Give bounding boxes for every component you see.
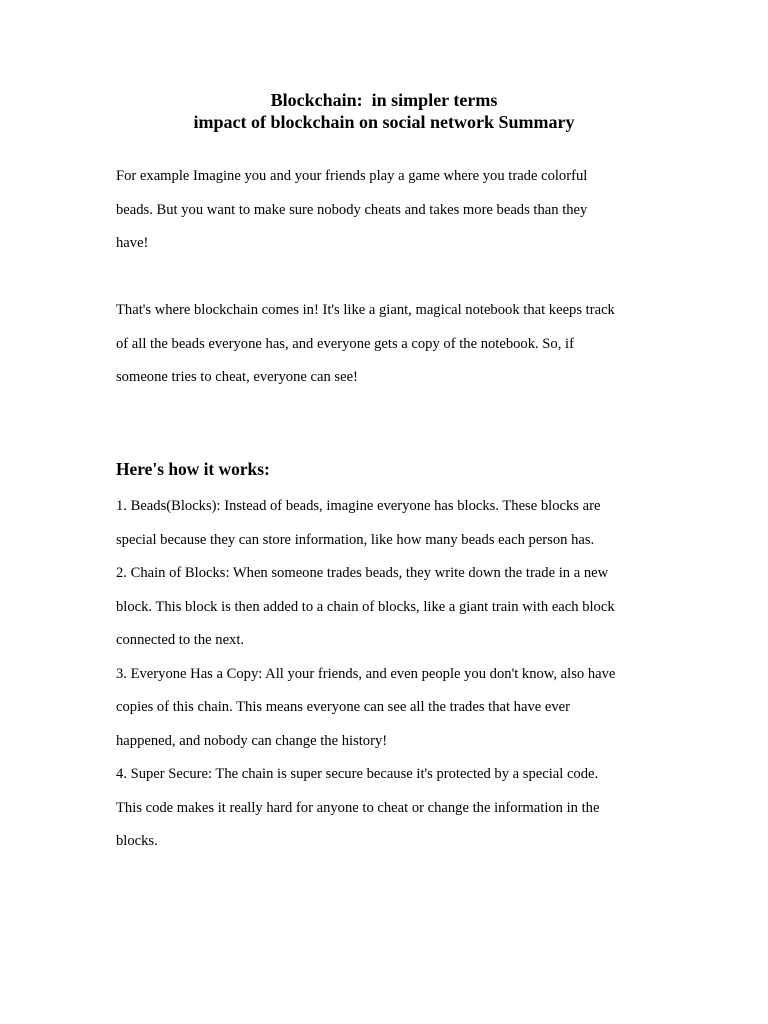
list-line: This code makes it really hard for anyone to cheat or change the information in the xyxy=(116,799,600,816)
paragraph-intro xyxy=(116,160,656,261)
list-line: copies of this chain. This means everyone can see all the trades that have ever xyxy=(116,699,570,715)
document-title xyxy=(0,89,768,133)
paragraph-line: For example Imagine you and your friends play a game where you trade colorful xyxy=(116,168,588,184)
paragraph-line: of all the beads everyone has, and everyone gets a copy of the notebook. So, if xyxy=(116,335,574,352)
paragraph-line: have! xyxy=(116,235,149,251)
paragraph-line: That's where blockchain comes in! It's like a giant, magical notebook that keeps track xyxy=(116,302,615,318)
paragraph-line: someone tries to cheat, everyone can see! xyxy=(116,369,358,385)
section-heading: Here's how it works: xyxy=(116,459,270,479)
title-line-1: Blockchain: in simpler terms xyxy=(270,90,498,110)
paragraph-blockchain xyxy=(116,294,656,395)
list-line: block. This block is then added to a chain of blocks, like a giant train with each block xyxy=(116,598,615,615)
list-line: connected to the next. xyxy=(116,632,245,648)
list-line: blocks. xyxy=(116,833,158,849)
list-line: 4. Super Secure: The chain is super secure because it's protected by a special code. xyxy=(116,766,599,782)
list-line: 1. Beads(Blocks): Instead of beads, imagine everyone has blocks. These blocks are xyxy=(116,498,601,514)
list-line: happened, and nobody can change the history! xyxy=(116,732,388,749)
title-line-2: impact of blockchain on social network Summary xyxy=(193,112,575,132)
list-line: 3. Everyone Has a Copy: All your friends, and even people you don't know, also have xyxy=(116,665,616,682)
list-line: special because they can store information, like how many beads each person has. xyxy=(116,531,595,548)
list-line: 2. Chain of Blocks: When someone trades beads, they write down the trade in a new xyxy=(116,565,609,581)
numbered-list xyxy=(116,490,661,859)
paragraph-line: beads. But you want to make sure nobody cheats and takes more beads than they xyxy=(116,201,588,218)
